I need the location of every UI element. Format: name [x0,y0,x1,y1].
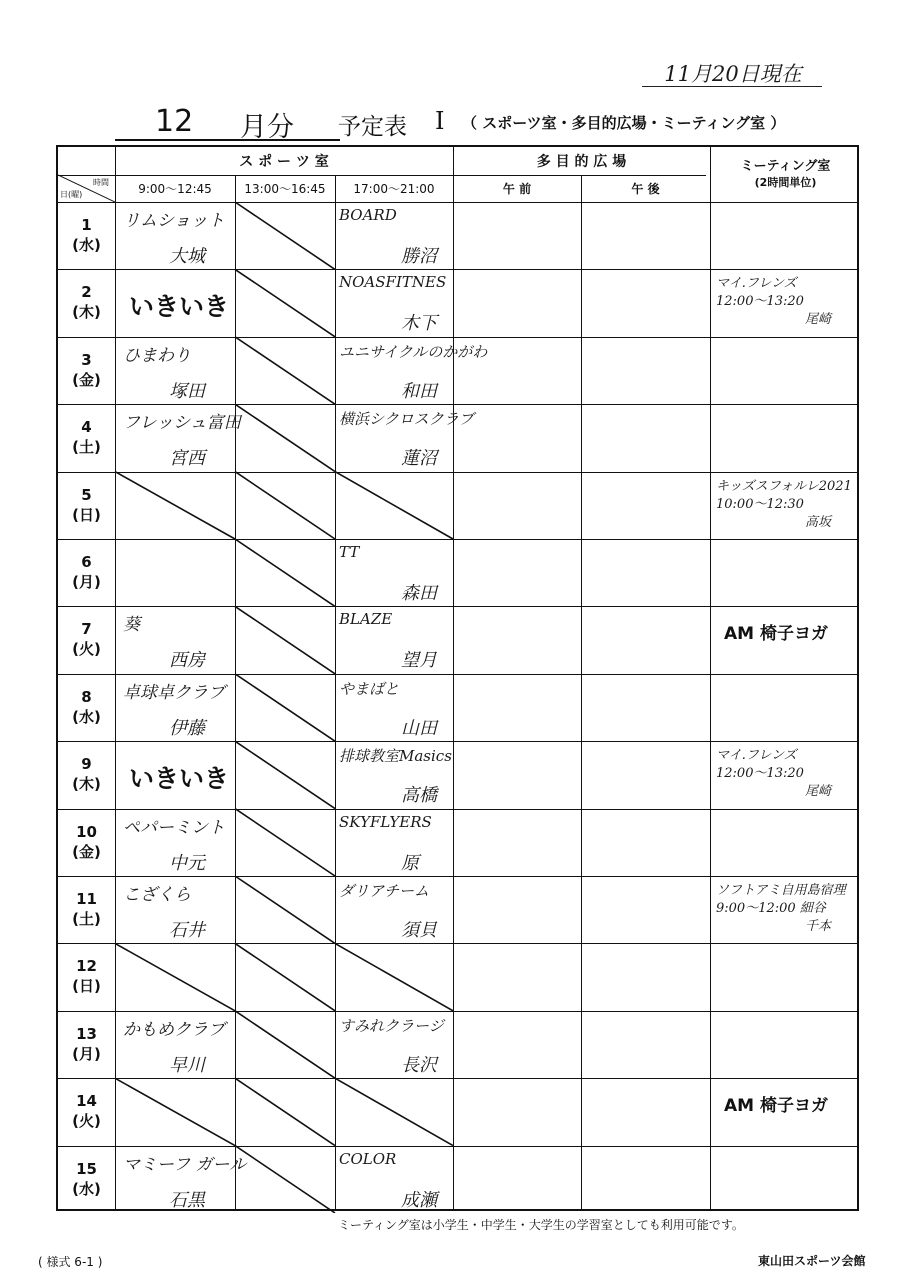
day-label [58,1159,115,1203]
morning-contact: 伊藤 [169,717,205,739]
row-divider [58,1078,857,1079]
plaza-header: 多 目 的 広 場 [536,154,627,170]
row-divider [58,606,857,607]
evening-contact: 高橋 [401,785,437,807]
day-weekday: (日) [72,505,101,524]
unavailable-slot-mark [235,539,335,606]
day-weekday: (水) [72,236,101,254]
day-number: 14 [76,1092,97,1111]
title-month: 12 [155,104,194,139]
day-label [58,822,115,866]
header-divider [115,175,706,176]
unavailable-slot-mark [235,202,335,269]
unavailable-slot-mark [335,472,453,539]
row-divider [58,741,857,742]
row-divider [58,674,857,675]
row-divider [58,472,857,473]
meeting-booking-line: 9:00～12:00 細谷 [716,901,826,916]
morning-group: フレッシュ富田 [123,413,241,434]
day-label [58,619,115,663]
evening-group: 横浜シクロスクラブ [339,410,474,429]
morning-group: マミーフ ガール [123,1154,247,1175]
day-label [58,215,115,259]
unavailable-slot-mark [235,606,335,673]
unavailable-slot-mark [235,674,335,741]
day-weekday: (木) [72,775,101,794]
page-title [110,104,890,143]
meeting-program: AM 椅子ヨガ [724,1096,828,1117]
unavailable-slot-mark [115,472,235,539]
row-divider [58,1146,857,1147]
title-month-suffix: 月分 [240,112,294,143]
evening-group: やまばと [339,679,400,698]
meeting-booking-line: 10:00～12:30 [716,496,804,512]
slot-header: 9:00～12:45 [138,182,212,196]
evening-group: SKYFLYERS [339,812,432,831]
form-id: ( 様式 6-1 ) [38,1255,103,1269]
morning-group: かもめクラブ [123,1019,225,1040]
morning-program: いきいき [129,764,230,794]
day-number: 11 [76,890,97,908]
evening-group: ユニサイクルのかがわ [339,342,488,361]
meeting-booking-line: 千本 [805,919,832,934]
unavailable-slot-mark [115,1078,235,1145]
row-divider [58,202,857,203]
unavailable-slot-mark [115,943,235,1010]
unavailable-slot-mark [235,809,335,876]
morning-group: リムショット [123,211,225,231]
day-number: 9 [81,755,92,774]
day-label [58,754,115,798]
meeting-booking-line: 高坂 [805,514,832,530]
morning-contact: 石井 [169,920,205,941]
unavailable-slot-mark [235,741,335,808]
column-divider [115,147,116,1209]
title-numeral: Ⅰ [435,107,445,135]
plaza-slot-header: 午 前 [502,182,532,196]
row-divider [58,943,857,944]
day-weekday: (土) [72,438,101,457]
unavailable-slot-mark [235,876,335,943]
unavailable-slot-mark [235,943,335,1010]
day-label [58,1024,115,1068]
meeting-header-title: ミーティング室 [740,159,831,174]
sports-room-header: ス ポ ー ツ 室 [239,154,329,170]
evening-contact: 原 [401,852,419,874]
day-number: 10 [76,822,97,841]
meeting-booking-line: 12:00～13:20 [716,766,804,782]
morning-contact: 塚田 [169,380,205,402]
unavailable-slot-mark [235,1078,335,1145]
day-label [58,350,115,394]
morning-contact: 早川 [169,1054,205,1076]
slot-header: 13:00～16:45 [244,182,326,196]
day-label [58,687,115,731]
evening-group: NOASFITNES [339,273,447,292]
day-label [58,552,115,596]
corner-line [58,175,115,176]
corner-time-label: 時間 [93,178,109,187]
day-weekday: (土) [72,910,101,928]
evening-group: すみれクラージ [339,1016,444,1035]
unavailable-slot-mark [335,943,453,1010]
meeting-booking-line: マイ.フレンズ [716,276,797,292]
evening-group: 排球教室Masics [339,747,452,766]
meeting-booking-line: 尾崎 [805,784,832,800]
morning-group: 卓球卓クラブ [123,682,225,703]
day-number: 1 [81,216,92,234]
row-divider [58,809,857,810]
unavailable-slot-mark [235,1146,335,1213]
meeting-booking-line: 尾崎 [805,312,832,328]
day-number: 3 [81,350,92,369]
meeting-booking-line: キッズスフォルレ2021 [716,478,852,494]
row-divider [58,1011,857,1012]
day-weekday: (水) [72,1179,101,1198]
day-number: 7 [81,620,92,639]
unavailable-slot-mark [235,404,335,471]
meeting-header-note: (2時間単位) [754,176,817,189]
day-label [58,485,115,529]
column-divider [235,175,236,1209]
day-number: 8 [81,687,92,706]
row-divider [58,269,857,270]
morning-group: こざくら [123,885,191,905]
schedule-table [56,145,859,1211]
meeting-header [710,155,861,195]
evening-group: BOARD [339,206,397,224]
meeting-booking-line: ソフトアミ自用島宿理 [716,883,846,898]
day-weekday: (月) [72,1044,101,1063]
slot-header: 17:00～21:00 [353,182,435,196]
day-number: 6 [81,553,92,571]
column-divider [581,175,582,1209]
day-label [58,889,115,933]
unavailable-slot-mark [235,269,335,336]
status-date: 11月20日現在 [664,62,802,86]
morning-contact: 宮西 [169,448,205,470]
evening-contact: 蓮沼 [401,448,437,470]
column-divider [453,147,454,1209]
status-underline [642,86,822,87]
evening-contact: 成瀬 [401,1189,437,1211]
morning-contact: 中元 [169,852,205,874]
unavailable-slot-mark [335,1078,453,1145]
evening-group: COLOR [339,1149,397,1168]
row-divider [58,876,857,877]
day-number: 4 [81,418,92,437]
column-divider [710,147,711,1209]
day-label [58,282,115,326]
plaza-slot-header: 午 後 [631,182,660,196]
day-weekday: (月) [72,573,101,591]
morning-contact: 石黒 [169,1189,205,1211]
day-label [58,1091,115,1135]
corner-header [58,147,115,202]
morning-contact: 西房 [169,650,205,672]
evening-contact: 木下 [401,313,437,335]
day-label [58,956,115,1000]
morning-group: 葵 [123,615,140,636]
day-weekday: (金) [72,842,101,861]
morning-group: ペパーミント [123,817,225,838]
row-divider [58,404,857,405]
day-number: 12 [76,957,97,976]
row-divider [58,337,857,338]
day-weekday: (水) [72,707,101,726]
meeting-program: AM 椅子ヨガ [724,624,828,645]
evening-group: BLAZE [339,610,393,629]
title-subtitle: （ スポーツ室・多目的広場・ミーティング室 ） [462,114,786,132]
footnote: ミーティング室は小学生・中学生・大学生の学習室としても利用可能です。 [338,1218,744,1232]
unavailable-slot-mark [235,1011,335,1078]
morning-group: ひまわり [123,345,191,366]
evening-group: ダリアチーム [339,882,430,900]
evening-contact: 望月 [401,650,437,672]
row-divider [58,539,857,540]
title-name: 予定表 [338,114,407,140]
meeting-booking-line: マイ.フレンズ [716,748,797,764]
unavailable-slot-mark [235,472,335,539]
day-number: 2 [81,283,92,302]
column-divider [335,175,336,1209]
unavailable-slot-mark [235,337,335,404]
corner-day-label: 日(曜) [60,190,83,199]
evening-contact: 森田 [401,583,437,604]
evening-contact: 和田 [401,380,437,402]
organization: 東山田スポーツ会館 [758,1254,866,1268]
day-number: 15 [76,1159,97,1178]
day-number: 5 [81,485,92,504]
day-weekday: (火) [72,1112,101,1131]
evening-contact: 山田 [401,717,437,739]
day-label [58,417,115,461]
evening-contact: 勝沼 [401,246,437,267]
title-month-underline [115,139,340,141]
day-weekday: (日) [72,977,101,996]
morning-contact: 大城 [169,246,205,267]
evening-group: TT [339,543,360,561]
day-weekday: (木) [72,303,101,322]
morning-program: いきいき [129,292,230,322]
meeting-booking-line: 12:00～13:20 [716,294,804,310]
day-weekday: (火) [72,640,101,659]
corner-diagonal [58,175,115,202]
day-number: 13 [76,1024,97,1043]
evening-contact: 長沢 [401,1054,437,1076]
evening-contact: 須貝 [401,920,437,941]
day-weekday: (金) [72,370,101,389]
